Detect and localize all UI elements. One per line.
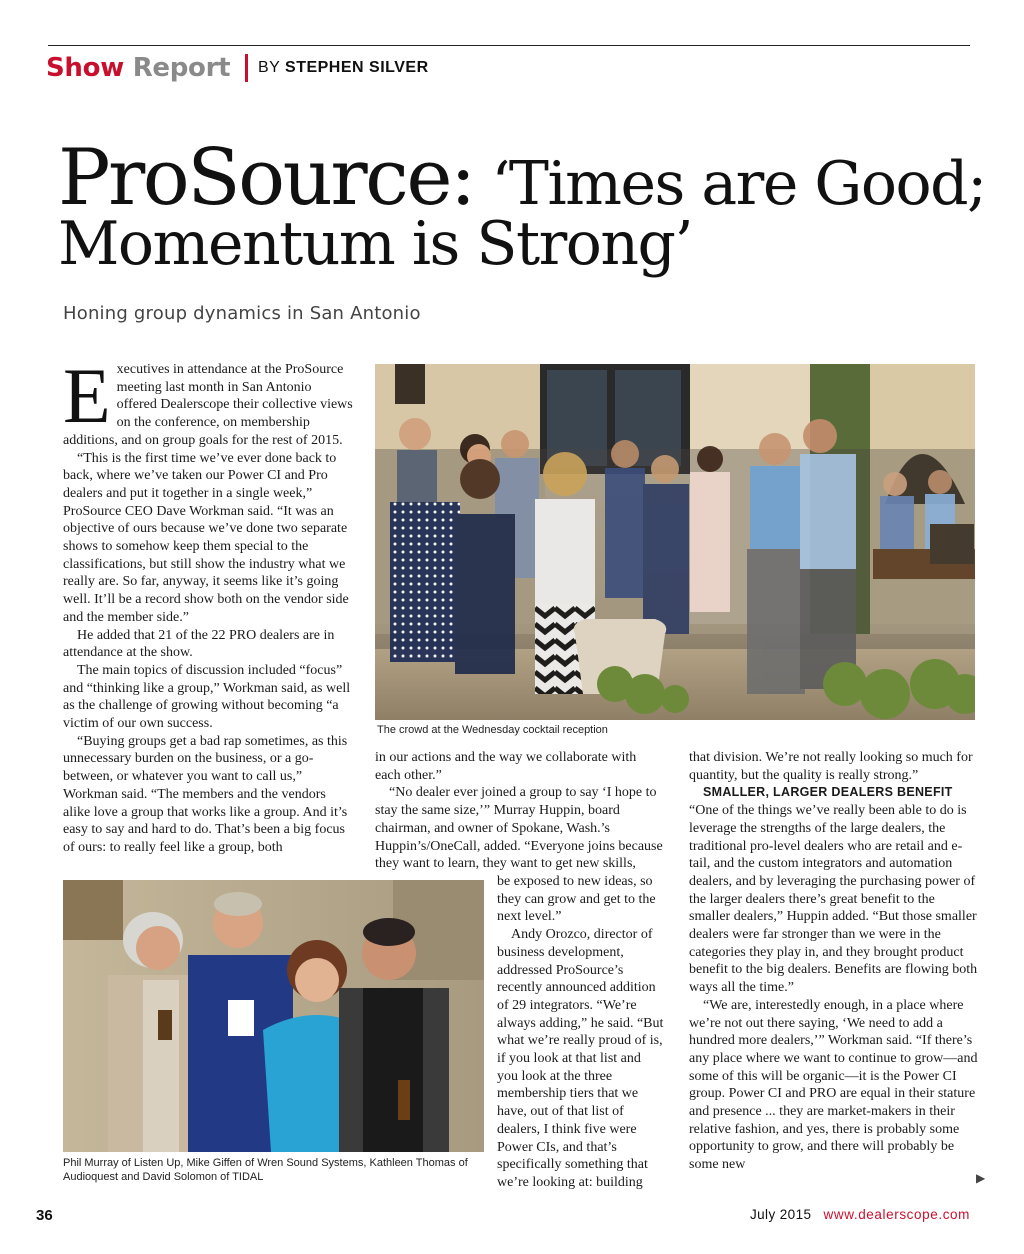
issue-date: July 2015 xyxy=(750,1207,812,1222)
byline-prefix: BY xyxy=(258,59,281,76)
headline-part2: ‘Times are Good; xyxy=(473,149,986,219)
page-number: 36 xyxy=(36,1207,53,1224)
paragraph: Andy Orozco, director of business development, addressed ProSource’s recently announced addition of 29 integrators. “We’re always adding,” he said. “But what we’re really proud of is, if you look at that list and you look at the three membership tiers that we have, out of that list of dealers, I think five were Power CIs, and that’s specifically something that we’re looking at: building xyxy=(497,927,664,1190)
photo-cocktail-reception xyxy=(375,364,975,720)
subhead: SMALLER, LARGER DEALERS BENEFIT xyxy=(703,785,953,800)
article-column-3 xyxy=(689,749,979,1174)
photo-caption-reception: The crowd at the Wednesday cocktail reception xyxy=(377,724,608,736)
paragraph: “This is the first time we’ve ever done back to back, where we’ve taken our Power CI and Pro dealers and put it together in a single week,” ProSource CEO Dave Workman said. “It was an objective of ours because we’ve done two separate shows to somehow keep them special to the classifications, but still show the industry what we really are. So far, anyway, it seems like it’s going well. It’ll be a record show both on the vendor side and the member side.” xyxy=(63,450,349,625)
article-column-2-lower xyxy=(497,873,665,1192)
paragraph: that division. We’re not really looking so much for quantity, but the quality is really strong.” xyxy=(689,750,973,783)
headline-part1: ProSource: xyxy=(58,133,474,223)
section-word-show: Show xyxy=(46,53,124,83)
portrait-photo-illustration xyxy=(63,880,484,1152)
headline-part3: Momentum is Strong’ xyxy=(58,209,693,279)
paragraph: He added that 21 of the 22 PRO dealers are in attendance at the show. xyxy=(63,627,335,661)
paragraph: in our actions and the way we collaborate with each other.” xyxy=(375,750,637,783)
section-word-report: Report xyxy=(132,53,231,83)
paragraph: “One of the things we’ve really been able to do is leverage the strengths of the large dealers, the traditional pro-level dealers who are retail and e-tail, and the custom integrators and automation dealers, and by leveraging the purchasing power of the larger dealers there’s great benefit to the smaller dealers,” Huppin added. “But those smaller dealers were far stronger than we were in the categories they play in, and they brought product benefit to the big dealers. Benefits are flowing both ways all the time.” xyxy=(689,803,978,996)
byline-author: STEPHEN SILVER xyxy=(285,59,429,76)
paragraph: “We are, interestedly enough, in a place where we’re not out there saying, ‘We need to add a hundred more dealers,’” Workman said. “If there’s any place where we want to continue to grow—and some of this will be organic—it is the Power CI group. Power CI and PRO are equal in their stature and presence ... they are market-makers in their relative fashion, and yes, there is probably some opportunity to grow, and there will probably be some new xyxy=(689,997,978,1173)
paragraph: be exposed to new ideas, so they can grow and get to the next level.” xyxy=(497,874,656,925)
photo-caption-group: Phil Murray of Listen Up, Mike Giffen of Wren Sound Systems, Kathleen Thomas of Audioquest and David Solomon of TIDAL xyxy=(63,1157,468,1183)
reception-photo-illustration xyxy=(375,364,975,720)
headline xyxy=(58,133,988,279)
section-label xyxy=(46,53,230,83)
deck: Honing group dynamics in San Antonio xyxy=(63,303,421,324)
paragraph: The main topics of discussion included “focus” and “thinking like a group,” Workman said, as well as the challenge of growing without becoming “a victim of our own success. xyxy=(63,662,351,732)
continue-arrow-icon: ▶ xyxy=(976,1171,986,1185)
paragraph: xecutives in attendance at the ProSource meeting last month in San Antonio offered Dealerscope their collective views on the conference, on membership additions, and on group goals for the rest of 2015. xyxy=(63,362,353,448)
photo-group-portrait xyxy=(63,880,484,1152)
footer-issue xyxy=(750,1207,970,1222)
section-divider xyxy=(245,54,248,82)
top-rule xyxy=(48,45,970,46)
paragraph: “No dealer ever joined a group to say ‘I hope to stay the same size,’” Murray Huppin, board chairman, and owner of Spokane, Wash.’s Huppin’s/OneCall, added. “Everyone joins because they want to learn, they want to get new skills, xyxy=(375,785,663,872)
paragraph: “Buying groups get a bad rap sometimes, as this unnecessary burden on the business, or a go-between, or whatever you want to call us,” Workman said. “The members and the vendors alike love a group that works like a group. And it’s easy to say and hard to do. That’s been a big focus of ours: to really feel like a group, both xyxy=(63,733,348,855)
byline xyxy=(258,59,429,77)
article-column-1 xyxy=(63,352,353,857)
site-url-link[interactable]: www.dealerscope.com xyxy=(823,1207,971,1222)
article-column-2-upper xyxy=(375,749,665,873)
drop-cap: E xyxy=(63,352,111,439)
